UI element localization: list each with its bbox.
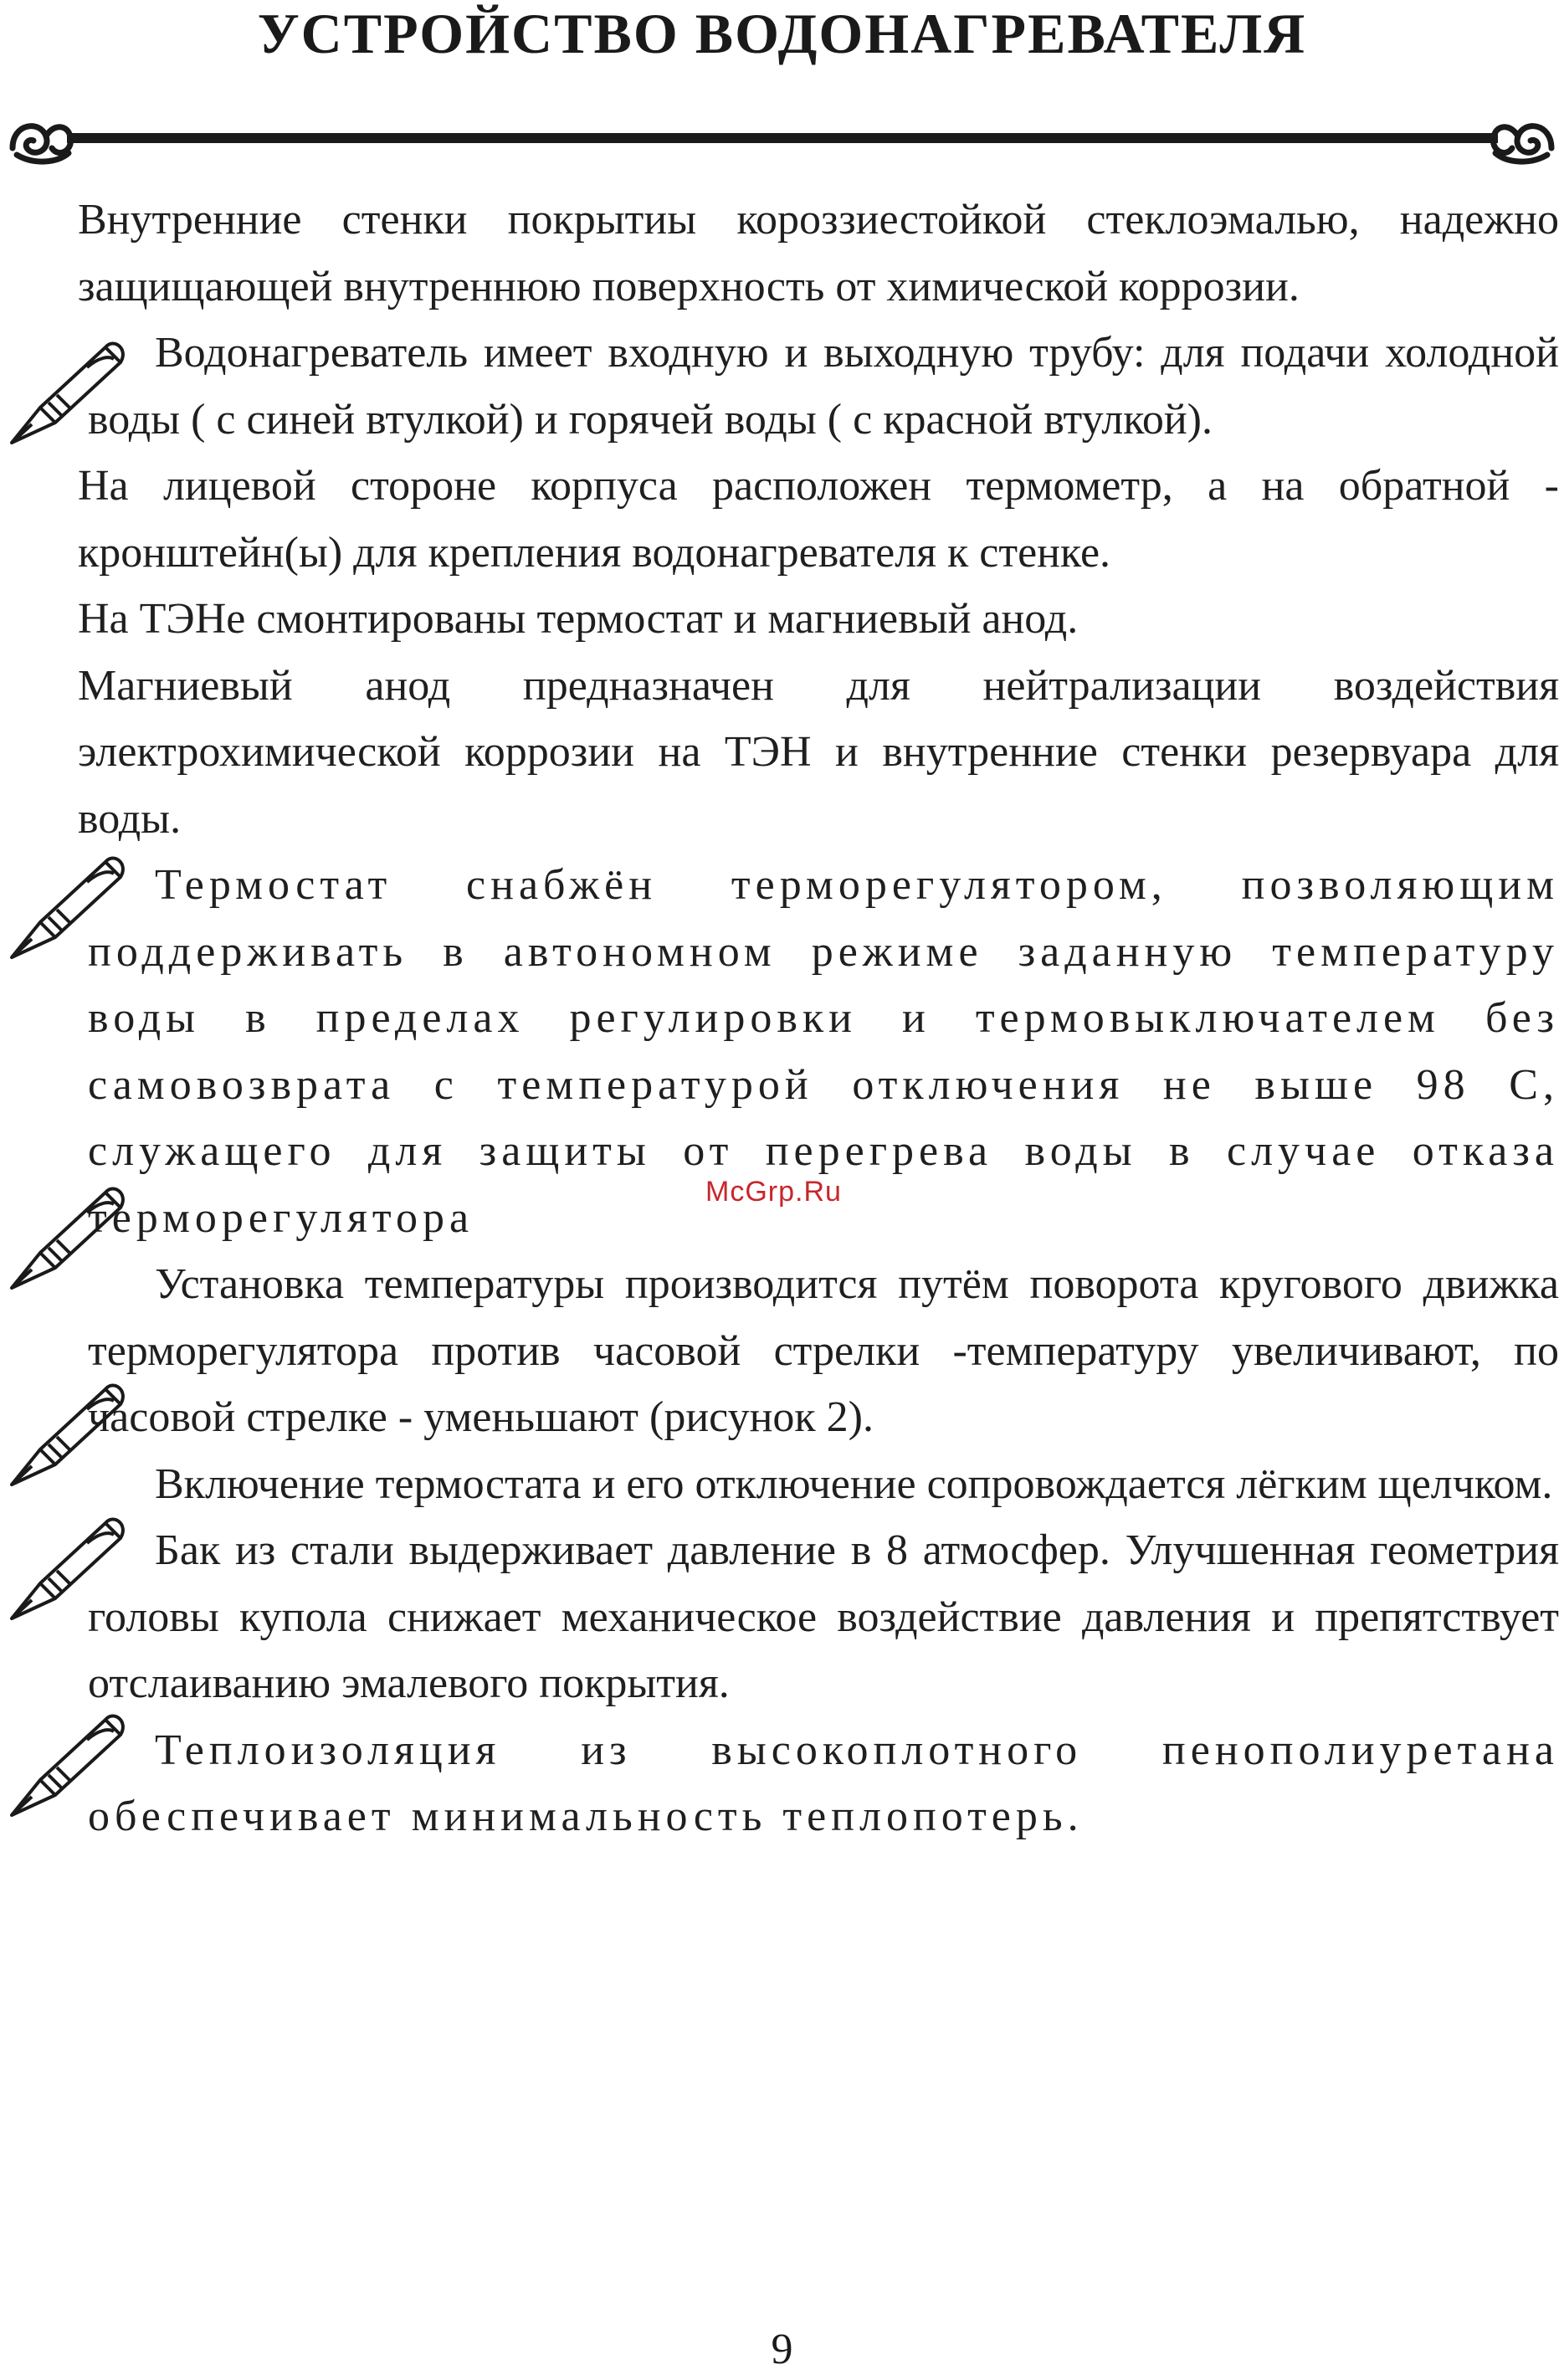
title-rule-bar — [67, 133, 1498, 143]
watermark: McGrp.Ru — [705, 1176, 842, 1208]
scroll-ornament-right-icon — [1493, 126, 1551, 162]
title-rule — [0, 105, 1564, 172]
fountain-pen-icon — [7, 1372, 132, 1490]
fountain-pen-icon — [7, 845, 132, 962]
fountain-pen-icon — [7, 331, 132, 448]
fountain-pen-icon — [7, 1176, 132, 1293]
page-number: 9 — [771, 2326, 793, 2373]
page-title: УСТРОЙСТВО ВОДОНАГРЕВАТЕЛЯ — [257, 2, 1307, 65]
body-text — [78, 187, 1559, 1850]
paragraph-click: Включение термостата и его отключение сопровождается лёгким щелчком. — [155, 1459, 1553, 1508]
paragraph-thermometer: На лицевой стороне корпуса расположен термометр, а на обратной - кронштейн(ы) для крепления водонагревателя к стенке. — [78, 462, 1559, 577]
paragraph-temperature-setting: Установка температуры производится путём поворота кругового движка терморегулятора против часовой стрелки -температуру увеличивают, по часовой стрелке - уменьшают (рисунок 2). — [88, 1260, 1559, 1441]
paragraph-insulation: Теплоизоляция из высокоплотного пенополиуретана обеспечивает минимальность теплопотерь. — [88, 1726, 1559, 1840]
paragraph-coating: Внутренние стенки покрытиы короззиестойкой стеклоэмалью, надежно защищающей внутреннюю поверхность от химической коррозии. — [78, 196, 1559, 310]
paragraph-thermostat: Термостат снабжён терморегулятором, позволяющим поддерживать в автономном режиме заданную температуру воды в пределах регулировки и термовыключателем без самовозврата с температурой отключения не выше 98 С, служащего для защиты от перегрева воды в случае отказа терморегулятора — [88, 861, 1559, 1242]
paragraph-pipes: Водонагреватель имеет входную и выходную трубу: для подачи холодной воды ( с синей втулкой) и горячей воды ( с красной втулкой). — [88, 329, 1559, 444]
scroll-ornament-left-icon — [13, 126, 71, 162]
paragraph-anode: Магниевый анод предназначен для нейтрализации воздействия электрохимической коррозии на ТЭН и внутренние стенки резервуара для воды. — [78, 661, 1559, 843]
fountain-pen-icon — [7, 1506, 132, 1623]
fountain-pen-icon — [7, 1703, 132, 1820]
paragraph-heater: На ТЭНе смонтированы термостат и магниевый анод. — [78, 595, 1079, 643]
paragraph-tank: Бак из стали выдерживает давление в 8 атмосфер. Улучшенная геометрия головы купола снижает механическое воздействие давления и препятствует отслаиванию эмалевого покрытия. — [88, 1526, 1559, 1707]
